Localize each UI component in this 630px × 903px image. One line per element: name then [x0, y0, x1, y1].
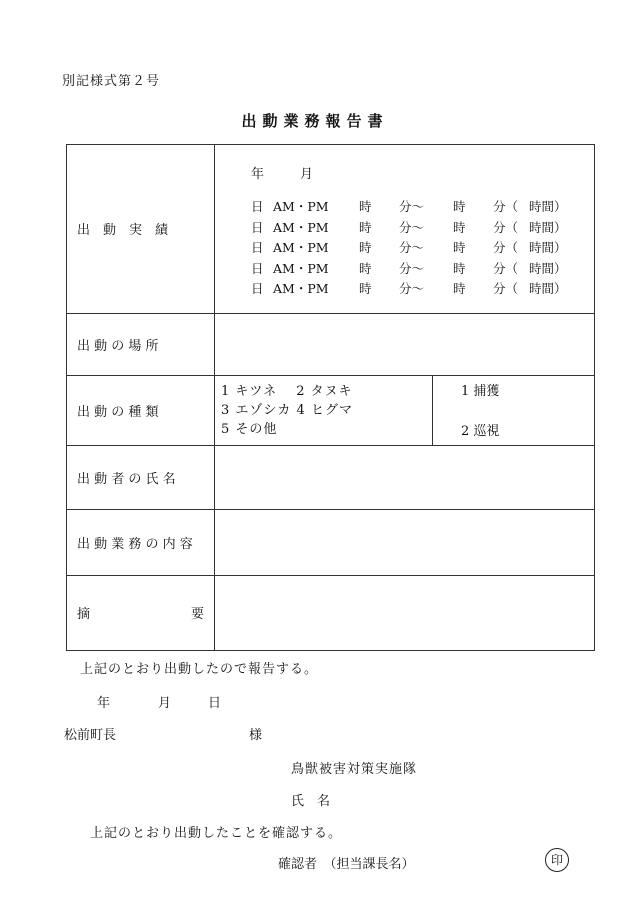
time-row-min2: 分（: [493, 240, 519, 256]
time-row-hour2: 時: [453, 219, 466, 235]
time-row-hour1: 時: [359, 199, 372, 215]
time-row-hours: 時間）: [529, 281, 567, 297]
place-label: 出 動 の 場 所: [67, 313, 215, 375]
seal-mark: 印: [545, 848, 569, 872]
time-row-ampm: AM・PM: [273, 281, 329, 297]
time-row-hour1: 時: [359, 240, 372, 256]
time-row-min1: 分～: [399, 219, 425, 235]
content-label: 出 動 業 務 の 内 容: [67, 509, 215, 575]
time-row-day: 日: [251, 260, 264, 276]
performance-cell[interactable]: [215, 145, 595, 314]
time-row-min1: 分～: [399, 240, 425, 256]
team-name: 鳥獣被害対策実施隊: [291, 762, 418, 777]
addressee: 松前町長: [64, 728, 117, 743]
time-row: [251, 258, 594, 279]
time-row-ampm: AM・PM: [273, 219, 329, 235]
report-date-month: 月: [158, 696, 172, 711]
summary-row: [67, 575, 595, 650]
time-row-day: 日: [251, 240, 264, 256]
name-label: 出 動 者 の 氏 名: [67, 445, 215, 509]
time-row-ampm: AM・PM: [273, 240, 329, 256]
form-number: 別記様式第２号: [62, 74, 161, 89]
time-row: [251, 196, 594, 217]
time-row-day: 日: [251, 199, 264, 215]
animal-option-line: 3 エゾシカ 4 ヒグマ: [221, 402, 353, 418]
time-row-min2: 分（: [493, 219, 519, 235]
time-row-min2: 分（: [493, 199, 519, 215]
place-field[interactable]: [215, 313, 595, 375]
type-row: [67, 375, 595, 445]
time-row-min2: 分（: [493, 260, 519, 276]
year-label: 年: [251, 167, 265, 182]
month-label: 月: [300, 167, 314, 182]
animal-option-line: 5 その他: [221, 421, 278, 437]
time-row-hours: 時間）: [529, 260, 567, 276]
time-row-hours: 時間）: [529, 199, 567, 215]
summary-label: 摘 要: [67, 575, 215, 650]
time-row-min1: 分～: [399, 281, 425, 297]
time-row-day: 日: [251, 219, 264, 235]
purpose-option-patrol: 2 巡視: [461, 423, 500, 439]
time-rows: [215, 182, 594, 313]
time-row-hour1: 時: [359, 260, 372, 276]
confirmer-label: 確認者 （担当課長名）: [278, 857, 415, 872]
name-row: [67, 445, 595, 509]
document-title: 出動業務報告書: [241, 112, 389, 130]
purpose-option-capture: 1 捕獲: [461, 383, 500, 399]
type-label: 出 動 の 種 類: [67, 375, 215, 445]
performance-row: [67, 145, 595, 314]
report-date-year: 年: [97, 696, 111, 711]
animal-options: [215, 376, 433, 445]
name-label-footer: 氏 名: [291, 794, 331, 809]
time-row-hour2: 時: [453, 240, 466, 256]
time-row: [251, 217, 594, 238]
time-row-hours: 時間）: [529, 240, 567, 256]
animal-option-line: 1 キツネ 2 タヌキ: [221, 383, 353, 399]
place-row: [67, 313, 595, 375]
confirm-statement: 上記のとおり出動したことを確認する。: [90, 826, 343, 841]
time-row-hour1: 時: [359, 281, 372, 297]
report-date-day: 日: [208, 696, 222, 711]
time-row-day: 日: [251, 281, 264, 297]
performance-label: 出 動 実 績: [67, 145, 215, 314]
honorific: 様: [249, 728, 263, 743]
year-month: [215, 145, 594, 182]
time-row-ampm: AM・PM: [273, 260, 329, 276]
time-row-hour2: 時: [453, 199, 466, 215]
time-row-min2: 分（: [493, 281, 519, 297]
time-row-min1: 分～: [399, 199, 425, 215]
time-row-hour1: 時: [359, 219, 372, 235]
time-row: [251, 237, 594, 258]
purpose-options: [433, 376, 499, 445]
time-row-ampm: AM・PM: [273, 199, 329, 215]
time-row: [251, 278, 594, 299]
time-row-hour2: 時: [453, 281, 466, 297]
content-row: [67, 509, 595, 575]
time-row-hours: 時間）: [529, 219, 567, 235]
time-row-min1: 分～: [399, 260, 425, 276]
content-field[interactable]: [215, 509, 595, 575]
time-row-hour2: 時: [453, 260, 466, 276]
report-table: [66, 144, 595, 651]
summary-field[interactable]: [215, 575, 595, 650]
report-statement: 上記のとおり出動したので報告する。: [80, 662, 319, 677]
name-field[interactable]: [215, 445, 595, 509]
type-field[interactable]: [215, 375, 595, 445]
